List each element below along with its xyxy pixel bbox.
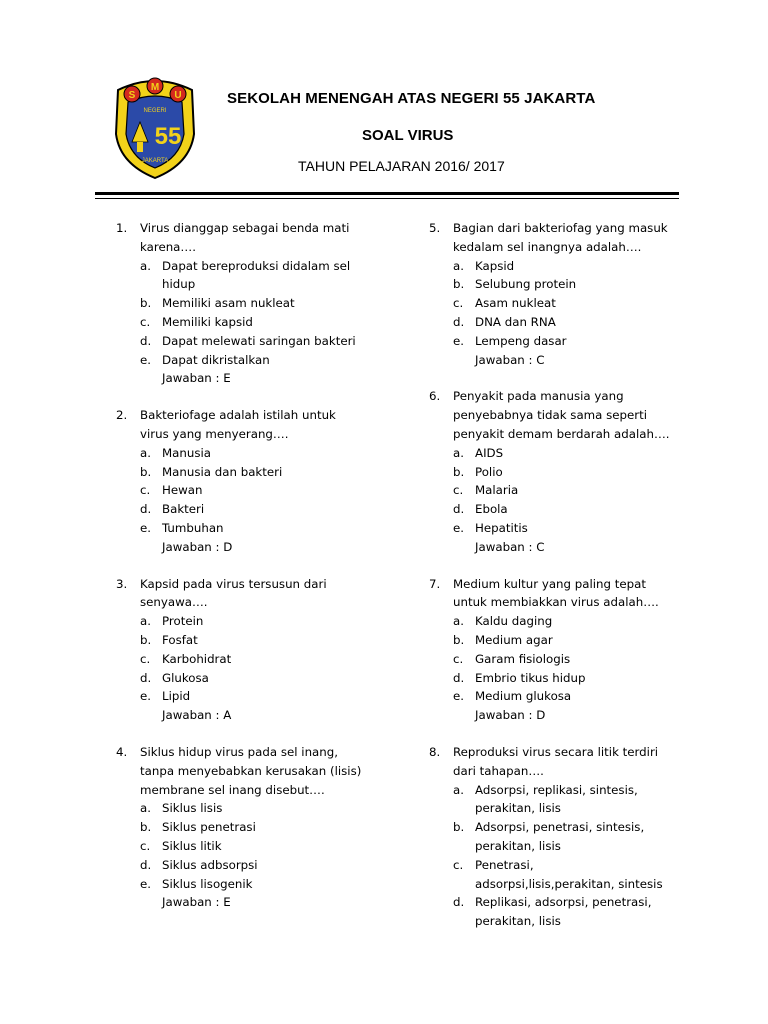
option-text: Polio [475,464,503,479]
option-text: Dapat melewati saringan bakteri [162,333,356,348]
question [429,219,729,369]
question-number: 1. [116,221,128,235]
answer-option [140,650,416,669]
answer-option [140,463,416,482]
answer-option [453,332,729,351]
option-text: Ebola [475,502,508,517]
option-letter: e. [453,520,465,535]
option-text: Tumbuhan [162,520,224,535]
option-text: Kapsid [475,258,515,273]
answer-option [140,856,416,875]
option-text: Medium glukosa [475,689,572,704]
option-text: Glukosa [162,670,209,685]
option-letter: c. [453,651,464,666]
question-number: 5. [429,221,441,235]
option-letter: d. [140,670,152,685]
option-text: Hepatitis [475,520,528,535]
question-text: Kapsid pada virus tersusun dari senyawa…. [140,576,327,610]
option-letter: e. [140,520,152,535]
answer-key: Jawaban : E [162,371,231,386]
answer-option [140,332,416,351]
option-letter: c. [453,296,464,311]
option-letter: d. [140,857,152,872]
answer-option [453,856,729,894]
option-letter: d. [140,333,152,348]
answer-option [453,294,729,313]
option-letter: e. [140,876,152,891]
option-text: Siklus penetrasi [162,820,256,835]
question-text: Bagian dari bakteriofag yang masuk kedalam sel inangnya adalah…. [453,221,668,254]
option-list [116,612,416,706]
answer-option [453,313,729,332]
option-text: Dapat bereproduksi didalam sel hidup [162,258,351,292]
answer-option [453,781,729,819]
question [116,743,416,912]
answer-option [453,893,729,931]
option-list [116,799,416,893]
answer-option [453,463,729,482]
option-letter: e. [140,689,152,704]
answer-option [453,519,729,538]
option-text: Siklus lisis [162,801,223,816]
option-text: Manusia dan bakteri [162,464,283,479]
option-letter: b. [140,296,152,311]
question-stem [116,406,416,444]
option-text: Medium agar [475,632,553,647]
answer-key: Jawaban : A [162,708,232,723]
question-number: 7. [429,576,441,591]
option-letter: b. [453,277,465,292]
left-column [116,219,416,930]
answer-option [453,650,729,669]
answer-option [140,669,416,688]
option-text: Fosfat [162,632,198,647]
answer-key: Jawaban : D [475,708,546,723]
option-list [116,257,416,370]
answer-option [140,500,416,519]
answer-option [140,444,416,463]
question-stem [429,387,729,443]
option-list [429,612,729,706]
option-letter: a. [140,801,151,816]
school-logo [110,76,200,180]
option-text: DNA dan RNA [475,314,556,329]
option-letter: b. [140,464,152,479]
option-text: Siklus litik [162,838,222,853]
academic-year: TAHUN PELAJARAN 2016/ 2017 [298,158,505,174]
question [116,219,416,388]
answer-option [453,612,729,631]
option-list [429,444,729,538]
option-letter: a. [453,614,464,629]
question [116,575,416,725]
answer-option [453,275,729,294]
option-letter: c. [140,651,151,666]
question [429,387,729,556]
question-number: 4. [116,744,128,759]
option-text: Siklus adbsorpsi [162,857,258,872]
answer-key: Jawaban : C [475,539,545,554]
option-text: AIDS [475,445,504,460]
option-text: Penetrasi, adsorpsi,lisis,perakitan, sintesis [475,857,663,891]
option-letter: c. [453,483,464,498]
answer-option [453,631,729,650]
option-letter: b. [453,820,465,835]
option-letter: d. [453,502,465,517]
answer-option [453,444,729,463]
option-letter: b. [140,820,152,835]
answer-option [140,481,416,500]
question-text: Penyakit pada manusia yang penyebabnya tidak sama seperti penyakit demam berdarah adalah…. [453,389,670,441]
option-list [429,781,729,931]
option-letter: d. [453,895,465,910]
header-divider-thin [95,198,679,199]
question [429,743,729,931]
school-name: SEKOLAH MENENGAH ATAS NEGERI 55 JAKARTA [227,90,596,107]
answer-option [453,687,729,706]
option-text: Manusia [162,445,212,460]
option-text: Dapat dikristalkan [162,352,270,367]
option-letter: d. [453,670,465,685]
option-letter: e. [453,333,465,348]
answer-key: Jawaban : E [162,895,231,910]
question-number: 8. [429,744,441,759]
question [116,406,416,556]
option-letter: a. [140,445,151,460]
question-stem [116,743,416,799]
question-stem [116,575,416,613]
answer-option [140,687,416,706]
question [429,575,729,725]
option-letter: d. [453,314,465,329]
option-text: Siklus lisogenik [162,876,253,891]
option-letter: e. [140,352,152,367]
svg-text:NEGERI: NEGERI [143,108,167,114]
option-letter: a. [140,614,151,629]
document-title: SOAL VIRUS [362,127,454,144]
option-text: Memiliki kapsid [162,314,253,329]
option-text: Garam fisiologis [475,651,571,666]
option-letter: b. [140,632,152,647]
answer-option [140,519,416,538]
option-text: Embrio tikus hidup [475,670,586,685]
answer-option [453,257,729,276]
option-letter: d. [140,502,152,517]
question-number: 3. [116,576,128,591]
answer-option [140,257,416,295]
option-text: Adsorpsi, penetrasi, sintesis, perakitan, lisis [475,820,645,853]
question-number: 6. [429,389,441,404]
option-list [429,257,729,351]
option-text: Adsorpsi, replikasi, sintesis, perakitan, lisis [475,782,638,816]
option-letter: c. [140,314,151,329]
question-text: Bakteriofage adalah istilah untuk virus yang menyerang…. [140,408,336,441]
option-text: Replikasi, adsorpsi, penetrasi, perakitan, lisis [475,895,652,929]
svg-text:U: U [174,90,182,101]
option-text: Malaria [475,483,519,498]
option-text: Lempeng dasar [475,333,567,348]
answer-option [453,500,729,519]
option-letter: c. [140,483,151,498]
option-text: Selubung protein [475,277,577,292]
option-text: Bakteri [162,502,205,517]
answer-option [140,837,416,856]
option-text: Protein [162,614,204,629]
option-text: Memiliki asam nukleat [162,296,295,311]
option-text: Kaldu daging [475,614,553,629]
option-letter: a. [453,445,464,460]
question-stem [429,219,729,257]
svg-text:JAKARTA: JAKARTA [141,158,169,164]
answer-option [140,351,416,370]
answer-option [140,818,416,837]
option-text: Asam nukleat [475,296,556,311]
question-stem [429,575,729,613]
option-letter: b. [453,464,465,479]
option-letter: a. [140,258,151,273]
answer-option [140,875,416,894]
question-text: Virus dianggap sebagai benda mati karena…. [140,221,350,254]
question-text: Medium kultur yang paling tepat untuk membiakkan virus adalah…. [453,576,659,610]
svg-text:55: 55 [154,123,182,150]
answer-option [140,631,416,650]
option-letter: b. [453,632,465,647]
answer-option [140,612,416,631]
option-text: Hewan [162,483,203,498]
answer-option [453,669,729,688]
right-column [429,219,729,949]
option-letter: a. [453,258,464,273]
answer-key: Jawaban : D [162,539,233,554]
answer-option [453,818,729,856]
answer-option [453,481,729,500]
option-letter: c. [453,857,464,872]
question-stem [429,743,729,781]
answer-option [140,294,416,313]
option-text: Karbohidrat [162,651,232,666]
svg-text:S: S [128,90,136,101]
option-list [116,444,416,538]
answer-option [140,313,416,332]
option-text: Lipid [162,689,191,704]
option-letter: c. [140,838,151,853]
question-number: 2. [116,408,128,423]
answer-key: Jawaban : C [475,352,545,367]
option-letter: a. [453,782,464,797]
question-stem [116,219,416,257]
option-letter: e. [453,689,465,704]
header-divider-thick [95,192,679,195]
answer-option [140,799,416,818]
question-text: Reproduksi virus secara litik terdiri dari tahapan…. [453,744,659,778]
question-text: Siklus hidup virus pada sel inang, tanpa menyebabkan kerusakan (lisis) membrane sel inang disebut…. [140,744,362,797]
svg-text:M: M [150,82,160,93]
